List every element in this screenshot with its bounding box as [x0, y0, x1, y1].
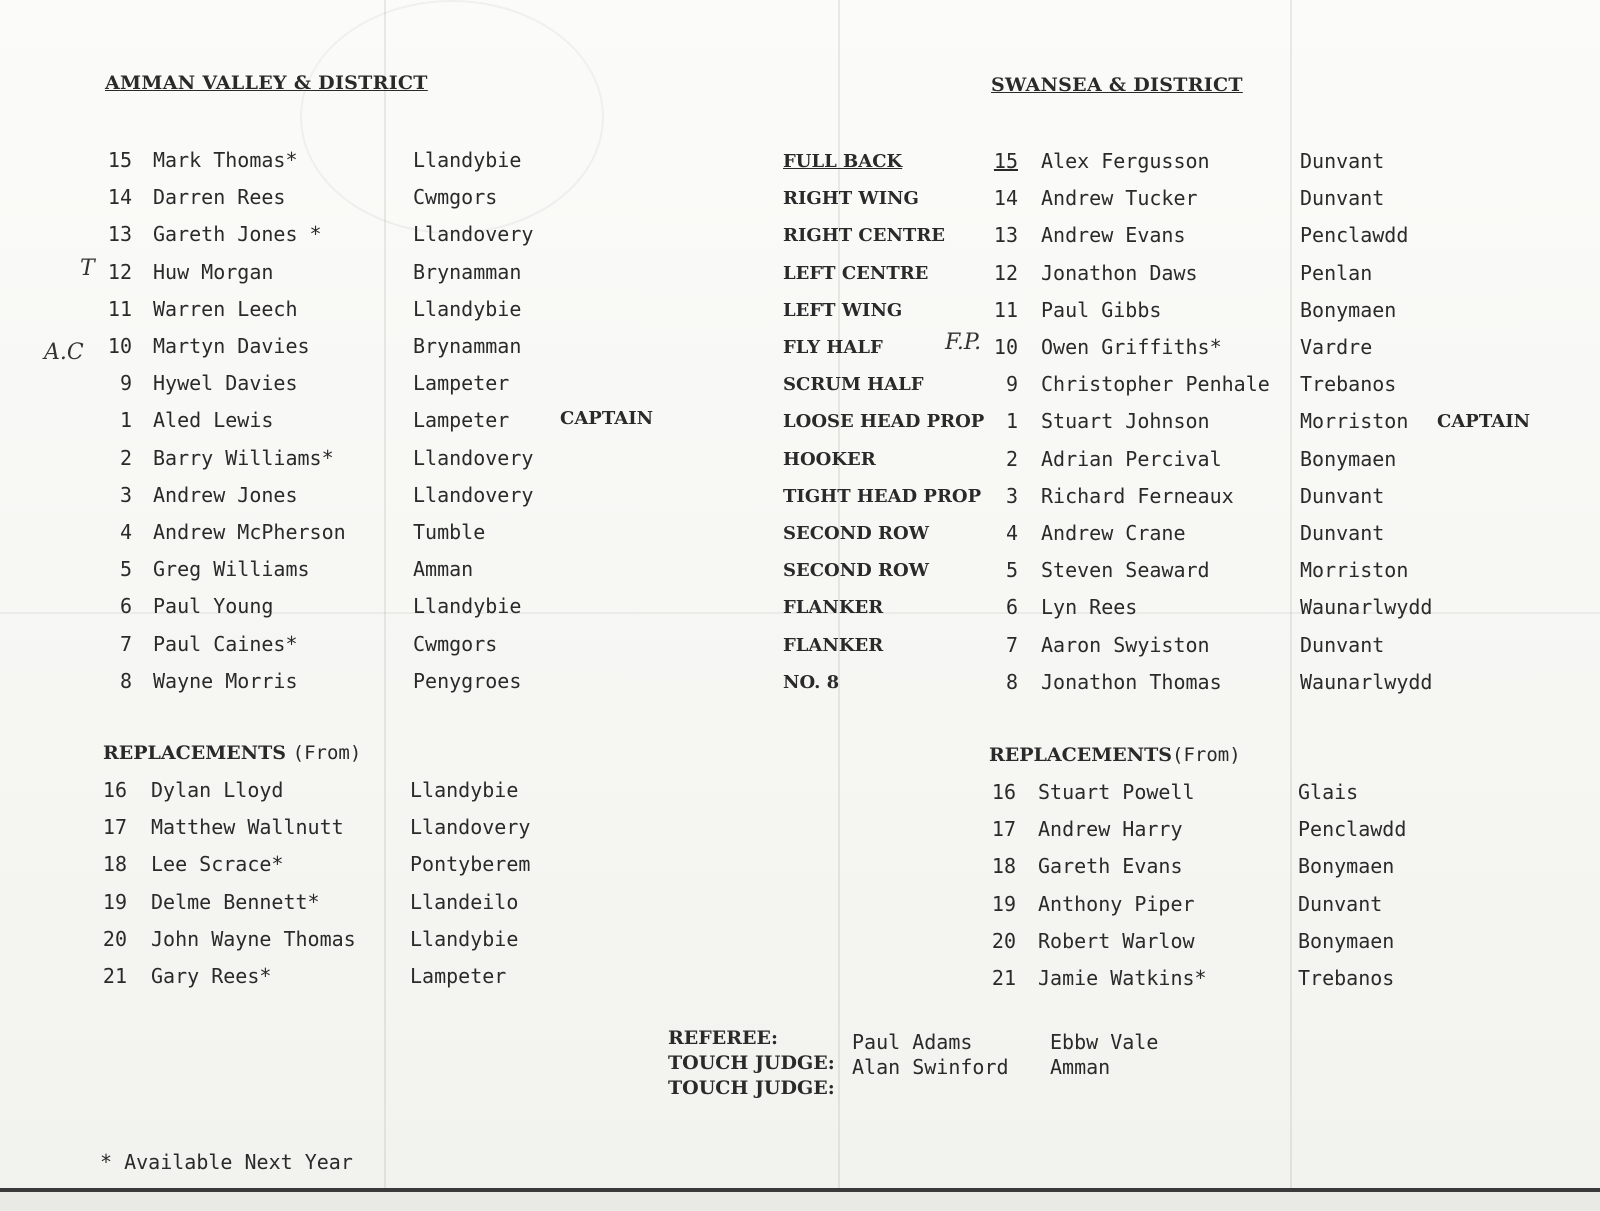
player-name: Lyn Rees [1041, 595, 1138, 620]
replacement-club: Llandeilo [410, 889, 519, 914]
player-club: Dunvant [1300, 186, 1385, 211]
player-name: Wayne Morris [153, 668, 298, 693]
player-club: Llandybie [413, 148, 522, 172]
replacement-club: Llandybie [410, 926, 519, 951]
player-club: Lampeter [413, 371, 510, 396]
replacement-club: Pontyberem [410, 852, 531, 877]
player-number: 10 [107, 334, 132, 358]
left-replacements-suffix: (From) [292, 742, 362, 764]
player-club: Llandovery [413, 482, 534, 507]
replacement-name: Lee Scrace* [151, 852, 284, 877]
replacement-club: Llandybie [410, 778, 519, 802]
player-number: 14 [107, 185, 132, 210]
player-club: Trebanos [1300, 372, 1397, 397]
player-number: 13 [993, 223, 1018, 248]
player-name: Andrew Evans [1041, 223, 1186, 248]
replacement-name: Gareth Evans [1038, 854, 1183, 879]
player-number: 11 [993, 297, 1018, 322]
replacement-club: Dunvant [1298, 891, 1383, 916]
replacement-club: Glais [1298, 780, 1359, 804]
player-club: Penclawdd [1300, 223, 1409, 248]
player-club: Waunarlwydd [1300, 669, 1433, 694]
player-club: Llandovery [413, 222, 534, 247]
replacement-name: Jamie Watkins* [1038, 966, 1207, 990]
player-number: 9 [119, 371, 132, 396]
fold-line-center [838, 0, 840, 1188]
replacement-club: Lampeter [410, 964, 507, 988]
captain-label: CAPTAIN [560, 408, 654, 430]
player-number: 4 [119, 520, 132, 544]
player-number: 6 [1005, 595, 1018, 620]
handwritten-mark-12: T [80, 256, 95, 281]
replacement-name: Anthony Piper [1038, 891, 1195, 916]
player-name: Gareth Jones * [153, 222, 322, 247]
player-number: 3 [119, 482, 132, 507]
touch-judge-label-2: TOUCH JUDGE: [668, 1077, 835, 1099]
replacement-club: Bonymaen [1298, 928, 1395, 953]
position-label: TIGHT HEAD PROP [783, 485, 982, 507]
player-club: Cwmgors [413, 185, 498, 210]
player-club: Brynamman [413, 334, 522, 358]
touch-judge-1-club: Amman [1050, 1055, 1111, 1079]
player-name: Paul Gibbs [1041, 297, 1162, 322]
player-club: Bonymaen [1300, 297, 1397, 322]
player-number: 1 [119, 408, 132, 433]
replacement-number: 20 [991, 928, 1016, 953]
player-name: Adrian Percival [1041, 446, 1222, 471]
player-name: Paul Young [153, 594, 274, 619]
player-club: Tumble [413, 520, 486, 544]
player-name: Andrew Tucker [1041, 186, 1198, 211]
replacement-club: Bonymaen [1298, 854, 1395, 879]
replacement-number: 16 [991, 780, 1016, 804]
touch-judge-1-name: Alan Swinford [852, 1055, 1009, 1079]
position-label: RIGHT CENTRE [783, 225, 945, 247]
player-name: Hywel Davies [153, 371, 298, 396]
player-name: Andrew Crane [1041, 521, 1186, 545]
player-number: 2 [1005, 446, 1018, 471]
player-number: 9 [1005, 372, 1018, 397]
player-name: Stuart Johnson [1041, 409, 1210, 434]
player-number: 10 [993, 335, 1018, 359]
player-club: Brynamman [413, 259, 522, 284]
position-label: RIGHT WING [783, 188, 919, 210]
left-replacements-title: REPLACEMENTS [103, 742, 287, 764]
player-club: Bonymaen [1300, 446, 1397, 471]
player-club: Waunarlwydd [1300, 595, 1433, 620]
position-label: SECOND ROW [783, 560, 929, 582]
player-club: Cwmgors [413, 631, 498, 656]
player-name: Aled Lewis [153, 408, 274, 433]
player-number: 12 [107, 259, 132, 284]
position-label: FLANKER [783, 634, 884, 656]
replacement-club: Trebanos [1298, 966, 1395, 990]
player-club: Penygroes [413, 668, 522, 693]
replacement-number: 18 [991, 854, 1016, 879]
player-name: Jonathon Daws [1041, 260, 1198, 285]
player-number: 13 [107, 222, 132, 247]
right-team-title: SWANSEA & DISTRICT [991, 74, 1243, 96]
player-number: 6 [119, 594, 132, 619]
captain-label: CAPTAIN [1437, 411, 1531, 433]
player-name: Owen Griffiths* [1041, 335, 1222, 359]
replacement-name: Delme Bennett* [151, 889, 320, 914]
player-club: Dunvant [1300, 521, 1385, 545]
player-name: Warren Leech [153, 296, 298, 321]
player-club: Dunvant [1300, 149, 1385, 173]
player-number: 4 [1005, 521, 1018, 545]
player-number: 3 [1005, 483, 1018, 508]
player-number: 1 [1005, 409, 1018, 434]
left-team-title: AMMAN VALLEY & DISTRICT [105, 72, 428, 94]
player-name: Greg Williams [153, 557, 310, 582]
position-label: SCRUM HALF [783, 374, 924, 396]
player-club: Llandybie [413, 594, 522, 619]
player-name: Alex Fergusson [1041, 149, 1210, 173]
position-label: HOOKER [783, 448, 876, 470]
position-label: FULL BACK [783, 151, 903, 172]
player-number: 7 [119, 631, 132, 656]
player-club: Penlan [1300, 260, 1373, 285]
player-club: Dunvant [1300, 483, 1385, 508]
player-name: Andrew McPherson [153, 520, 346, 544]
right-replacements-suffix: (From) [1172, 744, 1241, 766]
replacement-name: Dylan Lloyd [151, 778, 284, 802]
player-name: Andrew Jones [153, 482, 298, 507]
fold-line-right [1290, 0, 1292, 1188]
position-label: FLY HALF [783, 337, 883, 358]
replacement-number: 20 [102, 926, 127, 951]
handwritten-mark-10-right: F.P. [945, 330, 982, 355]
right-replacements-header [989, 744, 1241, 766]
player-number: 2 [119, 445, 132, 470]
player-number: 5 [119, 557, 132, 582]
player-name: Paul Caines* [153, 631, 298, 656]
player-name: Jonathon Thomas [1041, 669, 1222, 694]
player-club: Llandybie [413, 296, 522, 321]
player-number: 8 [1005, 669, 1018, 694]
replacement-name: Gary Rees* [151, 964, 272, 988]
replacement-name: Andrew Harry [1038, 817, 1183, 842]
player-club: Lampeter [413, 408, 510, 433]
player-club: Morriston [1300, 409, 1409, 434]
position-label: SECOND ROW [783, 523, 929, 544]
player-name: Darren Rees [153, 185, 286, 210]
player-number: 7 [1005, 632, 1018, 657]
replacement-number: 17 [991, 817, 1016, 842]
player-name: Huw Morgan [153, 259, 274, 284]
replacement-number: 21 [991, 966, 1016, 990]
left-replacements-header [103, 742, 361, 764]
player-number: 11 [107, 296, 132, 321]
referee-label: REFEREE: [668, 1027, 779, 1049]
player-number: 5 [1005, 558, 1018, 583]
player-name: Martyn Davies [153, 334, 310, 358]
player-number: 14 [993, 186, 1018, 211]
replacement-name: Stuart Powell [1038, 780, 1195, 804]
touch-judge-label-1: TOUCH JUDGE: [668, 1052, 835, 1074]
position-label: NO. 8 [783, 671, 840, 693]
replacement-number: 19 [991, 891, 1016, 916]
position-label: FLANKER [783, 597, 884, 619]
player-name: Barry Williams* [153, 445, 334, 470]
replacement-club: Penclawdd [1298, 817, 1407, 842]
scan-bottom-edge [0, 1188, 1600, 1211]
replacement-number: 21 [102, 964, 127, 988]
player-club: Vardre [1300, 335, 1373, 359]
player-club: Morriston [1300, 558, 1409, 583]
player-club: Llandovery [413, 445, 534, 470]
player-club: Amman [413, 557, 474, 582]
replacement-number: 18 [102, 852, 127, 877]
player-number: 8 [119, 668, 132, 693]
position-label: LOOSE HEAD PROP [783, 411, 985, 433]
replacement-number: 17 [102, 815, 127, 840]
player-number: 15 [993, 149, 1018, 173]
player-number: 12 [993, 260, 1018, 285]
handwritten-mark-10-left: A.C [44, 340, 84, 365]
player-name: Steven Seaward [1041, 558, 1210, 583]
fold-line-left [384, 0, 386, 1188]
player-name: Aaron Swyiston [1041, 632, 1210, 657]
player-name: Richard Ferneaux [1041, 483, 1234, 508]
replacement-number: 19 [102, 889, 127, 914]
position-label: LEFT WING [783, 299, 903, 321]
replacement-name: Robert Warlow [1038, 928, 1195, 953]
player-number: 15 [107, 148, 132, 172]
position-label: LEFT CENTRE [783, 262, 929, 284]
referee-name: Paul Adams [852, 1030, 973, 1054]
footnote-available-next-year: * Available Next Year [100, 1150, 353, 1174]
replacement-name: Matthew Wallnutt [151, 815, 344, 840]
replacement-name: John Wayne Thomas [151, 926, 356, 951]
player-name: Christopher Penhale [1041, 372, 1270, 397]
replacement-number: 16 [102, 778, 127, 802]
referee-club: Ebbw Vale [1050, 1030, 1159, 1054]
player-club: Dunvant [1300, 632, 1385, 657]
replacement-club: Llandovery [410, 815, 531, 840]
player-name: Mark Thomas* [153, 148, 298, 172]
right-replacements-title: REPLACEMENTS [989, 744, 1173, 766]
